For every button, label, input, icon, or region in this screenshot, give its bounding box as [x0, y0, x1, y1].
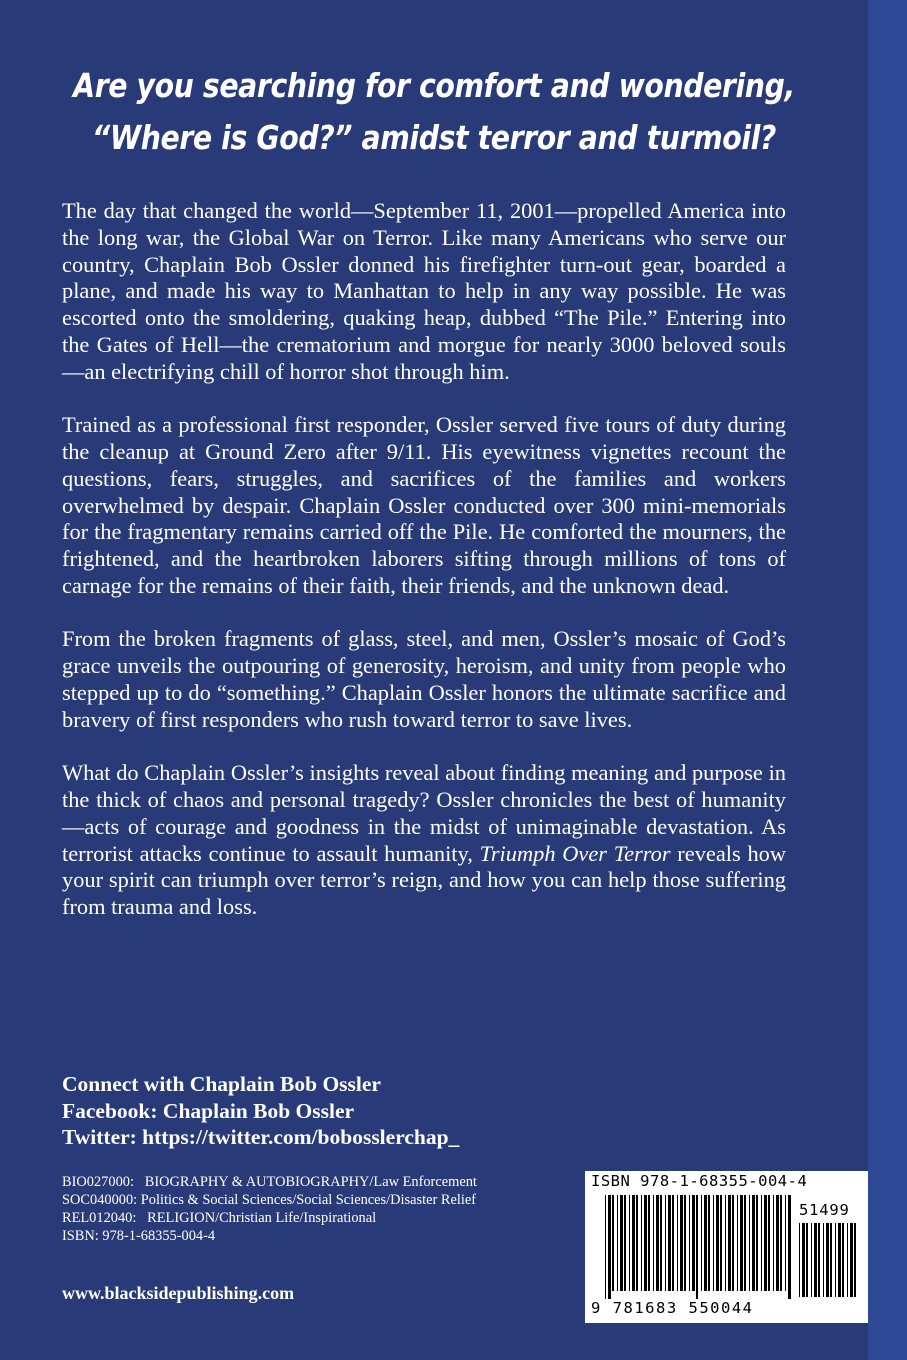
ean-bars-group	[605, 1195, 791, 1299]
barcode-bar	[826, 1223, 829, 1297]
barcode-bar	[811, 1223, 812, 1297]
barcode-bar	[732, 1195, 734, 1291]
barcode-bar	[620, 1195, 623, 1291]
paragraph-4-text-before: What do Chaplain Ossler’s insights reveal about finding meaning and purpose in the thick of chaos and personal tragedy? Ossler chronicles the best of humanity—acts of courage and goodness in the midst of unimaginable devastation. As terrorist attacks continue to assault humanity,	[62, 760, 786, 866]
barcode-bar	[684, 1195, 686, 1291]
synopsis	[62, 198, 786, 948]
barcode-bar	[660, 1195, 662, 1291]
barcode-bar	[835, 1223, 836, 1297]
barcode-bar	[716, 1195, 719, 1291]
barcode-bar	[704, 1195, 707, 1291]
barcode-bar	[814, 1223, 817, 1297]
bisac-code-2: SOC040000: Politics & Social Sciences/Social Sciences/Disaster Relief	[62, 1192, 477, 1208]
barcode-bar	[728, 1195, 731, 1291]
barcode-bar	[720, 1195, 722, 1291]
connect-heading: Connect with Chaplain Bob Ossler	[62, 1072, 381, 1096]
facebook-link: Facebook: Chaplain Bob Ossler	[62, 1098, 355, 1123]
barcode-bar	[701, 1195, 702, 1291]
barcode-bar	[776, 1195, 779, 1291]
publisher-website: www.blacksidepublishing.com	[62, 1283, 295, 1303]
headline	[61, 60, 807, 164]
barcode-bar	[636, 1195, 638, 1291]
barcode-bar	[744, 1195, 746, 1291]
bisac-code-1: BIO027000: BIOGRAPHY & AUTOBIOGRAPHY/Law Enforcement	[62, 1174, 477, 1190]
addon-bars-group	[799, 1223, 856, 1297]
barcode-bar	[725, 1195, 726, 1291]
barcode-bar	[752, 1195, 755, 1291]
barcode-bar	[737, 1195, 738, 1291]
barcode-bar	[799, 1223, 800, 1297]
barcode-bar	[608, 1195, 611, 1299]
bisac-code-3: REL012040: RELIGION/Christian Life/Inspirational	[62, 1210, 377, 1226]
barcode-bar	[823, 1223, 824, 1297]
barcode-bar	[641, 1195, 642, 1291]
barcode-bar	[713, 1195, 714, 1291]
barcode-bar	[764, 1195, 767, 1291]
isbn-barcode	[585, 1171, 868, 1323]
barcode-bar	[749, 1195, 750, 1291]
barcode-bar	[672, 1195, 674, 1291]
barcode-bar	[761, 1195, 762, 1291]
barcode-bar	[696, 1195, 698, 1299]
synopsis-paragraph-2: Trained as a professional first responder, Ossler served five tours of duty during the cleanup at Ground Zero after 9/11. His eyewitness vignettes recount the questions, fears, struggles, and sacrifices of the families and workers overwhelmed by despair. Chaplain Ossler conducted over 300 mini-memorials for the fragmentary remains carried off the Pile. He comforted the mourners, the frightened, and the heartbroken laborers sifting through millions of tons of carnage for the remains of their faith, their friends, and the unknown dead.	[62, 412, 786, 598]
barcode-bar	[689, 1195, 690, 1291]
isbn-line: ISBN: 978-1-68355-004-4	[62, 1228, 216, 1244]
barcode-bar	[768, 1195, 770, 1291]
barcode-bar	[624, 1195, 626, 1291]
barcode-bar	[644, 1195, 647, 1291]
headline-line-1: Are you searching for comfort and wondering,	[73, 66, 795, 105]
barcode-bar	[785, 1195, 786, 1291]
paragraph-4-text-after: reveals how your spirit can triumph over terror’s reign, and how you can help those suffering from trauma and loss.	[62, 840, 786, 920]
barcode-bar	[773, 1195, 774, 1291]
barcode-bar	[788, 1195, 791, 1299]
barcode-bar	[818, 1223, 820, 1297]
barcode-isbn-label: ISBN 978-1-68355-004-4	[591, 1172, 808, 1190]
barcode-bar	[656, 1195, 659, 1291]
synopsis-paragraph-3: From the broken fragments of glass, steel, and men, Ossler’s mosaic of God’s grace unveils the outpouring of generosity, heroism, and unity from people who stepped up to do “something.” Chaplain Ossler honors the ultimate sacrifice and bravery of first responders who rush toward terror to save lives.	[62, 626, 786, 732]
barcode-bar	[806, 1223, 808, 1297]
barcode-bar	[677, 1195, 678, 1291]
barcode-bar	[605, 1195, 606, 1299]
barcode-price-code: 51499	[799, 1201, 850, 1219]
barcode-bar	[740, 1195, 743, 1291]
barcode-ean-digits: 9 781683 550044	[591, 1299, 754, 1317]
book-title: Triumph Over Terror	[479, 840, 671, 866]
barcode-bar	[802, 1223, 805, 1297]
barcode-bar	[847, 1223, 848, 1297]
barcode-bar	[708, 1195, 710, 1291]
barcode-bar	[668, 1195, 671, 1291]
barcode-bar	[648, 1195, 650, 1291]
barcode-bar	[756, 1195, 758, 1291]
barcode-bar	[680, 1195, 683, 1291]
barcode-bar	[653, 1195, 654, 1291]
barcode-bar	[838, 1223, 841, 1297]
barcode-bar	[854, 1223, 856, 1297]
synopsis-paragraph-1: The day that changed the world—September 11, 2001—propelled America into the long war, the Global War on Terror. Like many Americans who serve our country, Chaplain Bob Ossler donned his firefighter turn-out gear, boarded a plane, and made his way to Manhattan to help in any way possible. He was escorted onto the smoldering, quaking heap, dubbed “The Pile.” Entering into the Gates of Hell—the crematorium and morgue for nearly 3000 beloved souls—an electrifying chill of horror shot through him.	[62, 198, 786, 384]
barcode-bar	[842, 1223, 844, 1297]
connect-block	[62, 1071, 459, 1151]
barcode-bar	[780, 1195, 782, 1291]
twitter-link: Twitter: https://twitter.com/bobosslerchap_	[62, 1125, 460, 1149]
barcode-bar	[612, 1195, 614, 1291]
synopsis-paragraph-4	[62, 760, 786, 921]
bisac-codes	[62, 1173, 477, 1245]
barcode-bar	[830, 1223, 832, 1297]
barcode-bar	[692, 1195, 695, 1291]
barcode-bar	[629, 1195, 630, 1291]
barcode-bar	[665, 1195, 666, 1291]
barcode-bar	[850, 1223, 853, 1297]
headline-line-2: “Where is God?” amidst terror and turmoil?	[92, 118, 776, 157]
barcode-bar	[617, 1195, 618, 1291]
barcode-bar	[632, 1195, 635, 1291]
